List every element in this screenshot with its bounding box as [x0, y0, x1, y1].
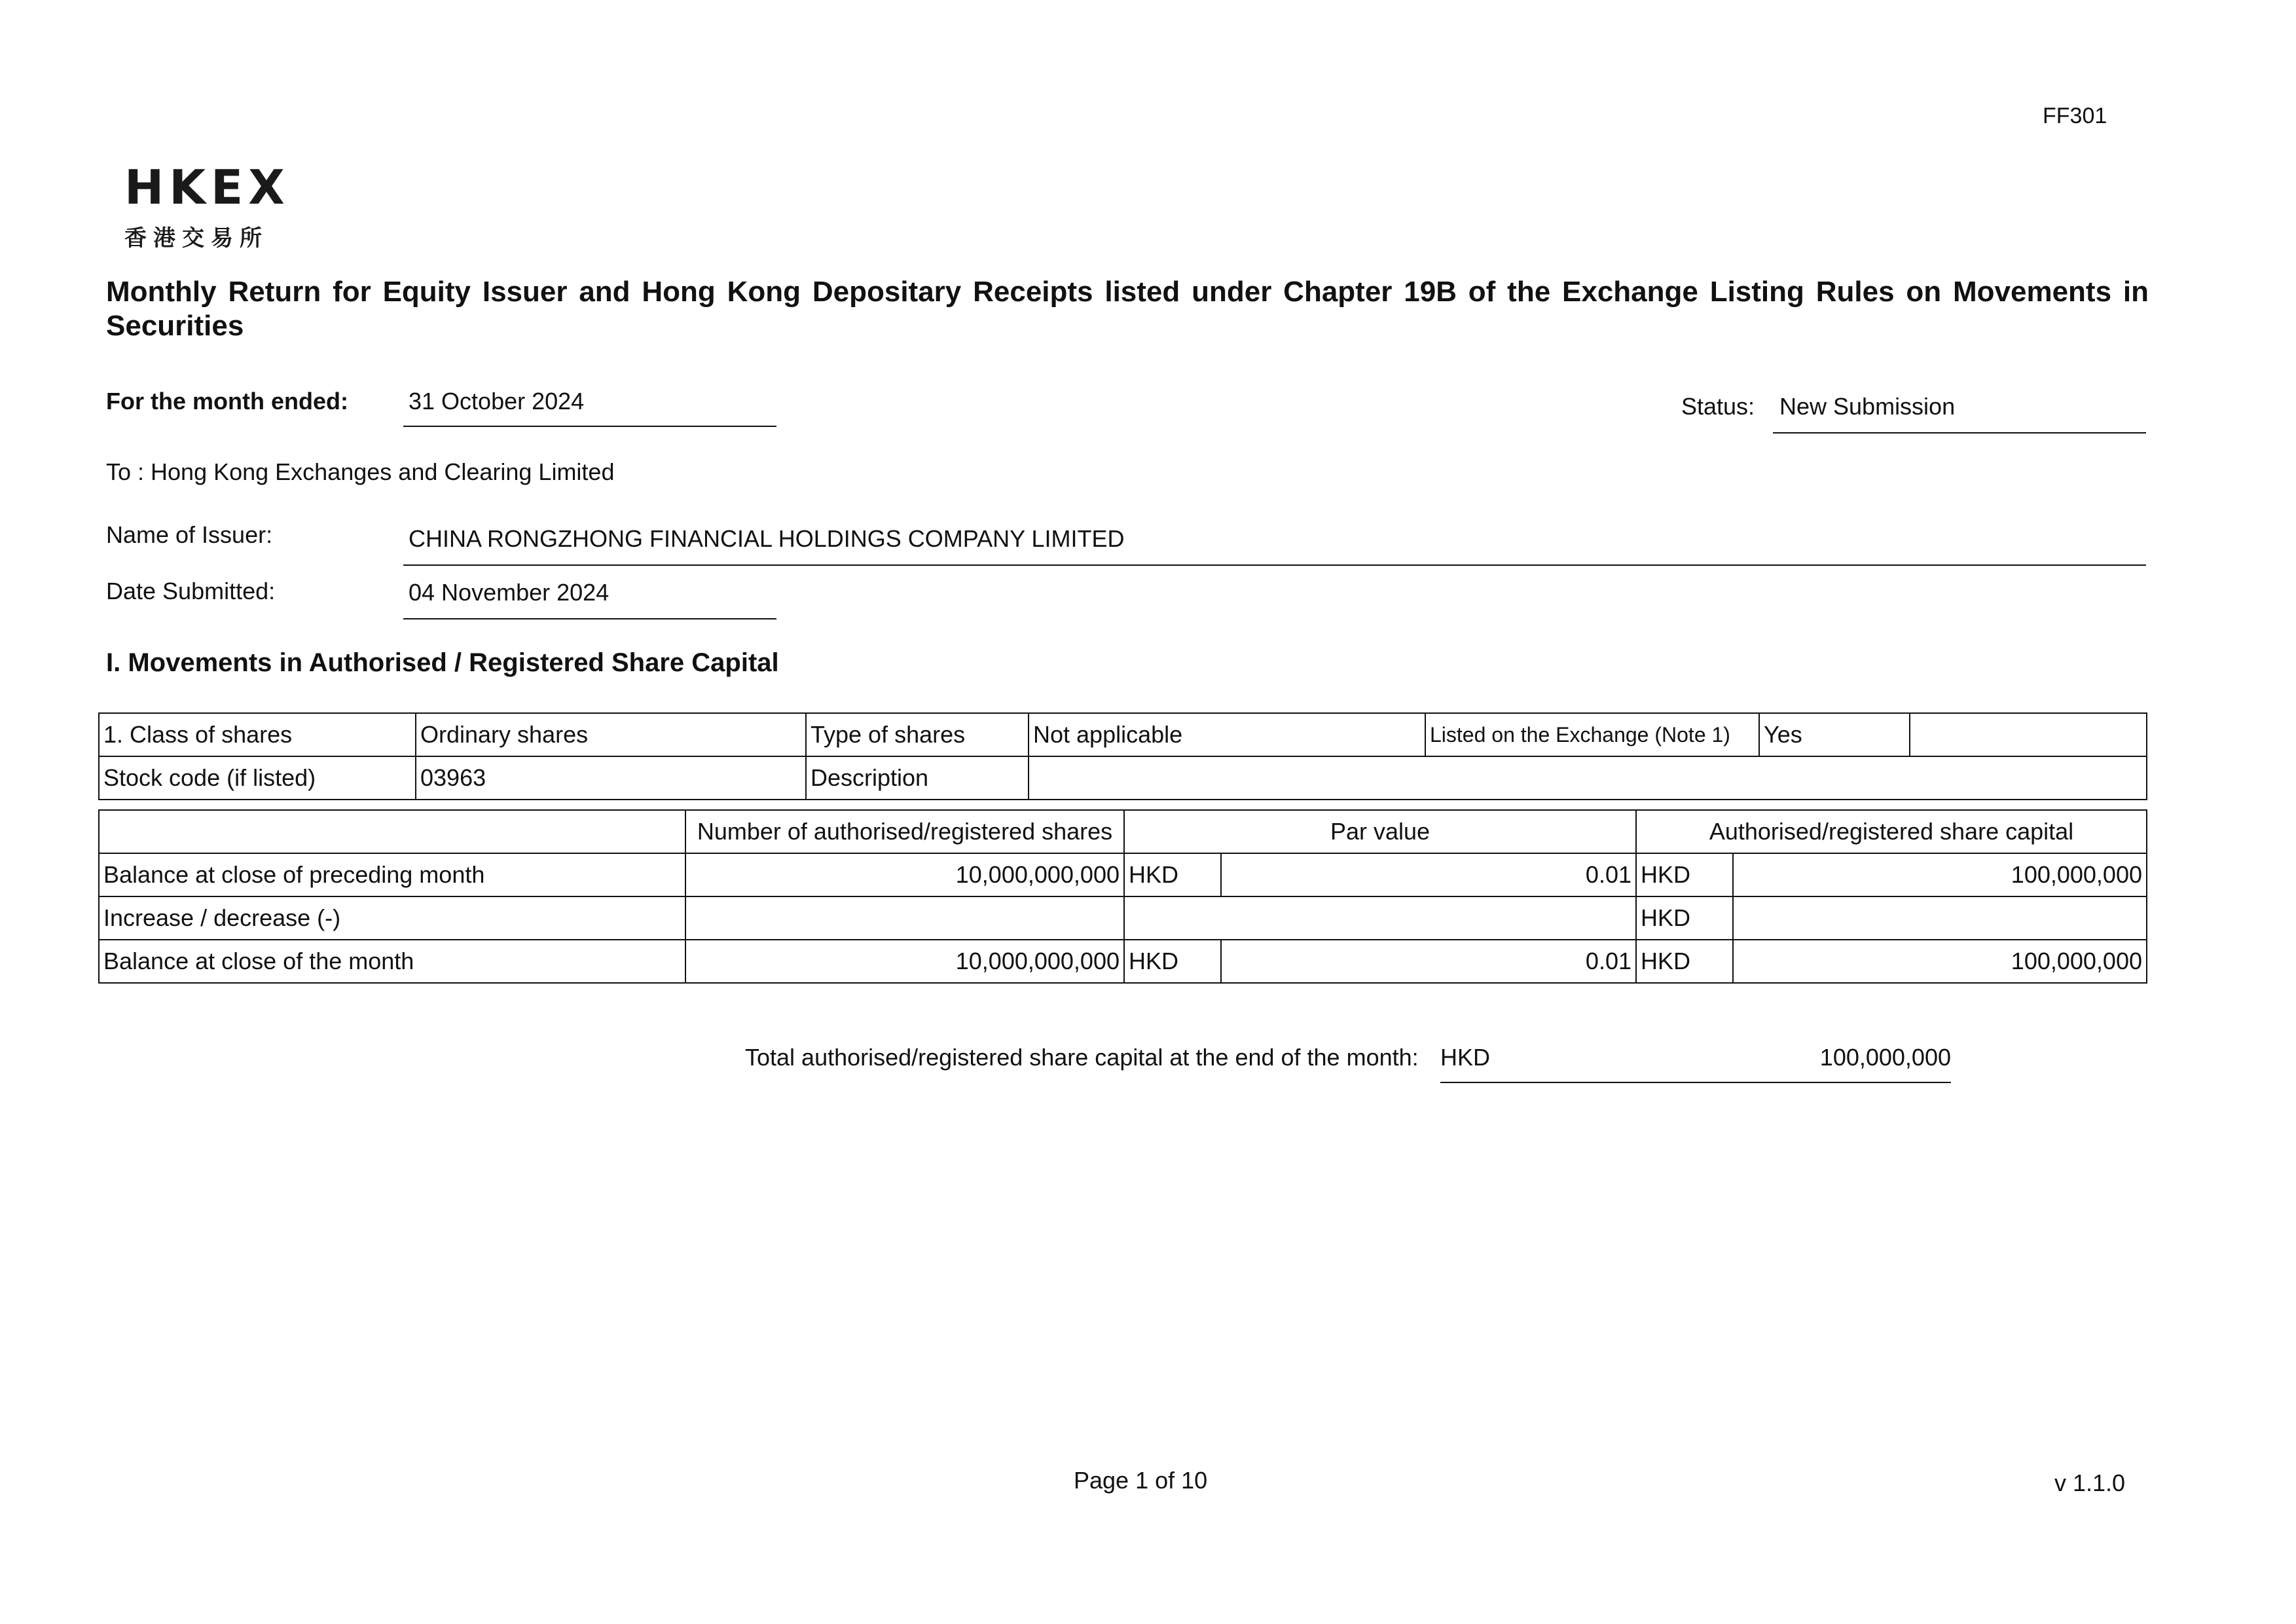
par-value: 0.01 — [1221, 940, 1636, 983]
listed-value: Yes — [1759, 713, 1910, 756]
capital-currency: HKD — [1636, 940, 1733, 983]
hkex-logo — [124, 160, 314, 252]
capital-value: 100,000,000 — [1733, 940, 2147, 983]
empty-header-cell — [99, 810, 685, 853]
month-ended-value: 31 October 2024 — [403, 388, 776, 427]
page-number: Page 1 of 10 — [1074, 1467, 1208, 1494]
shares-value: 10,000,000,000 — [685, 853, 1124, 896]
issuer-label: Name of Issuer: — [106, 521, 273, 548]
shares-value: 10,000,000,000 — [685, 940, 1124, 983]
listed-label: Listed on the Exchange (Note 1) — [1425, 713, 1759, 756]
recipient-line: To : Hong Kong Exchanges and Clearing Limited — [106, 458, 615, 485]
par-value-header: Par value — [1124, 810, 1636, 853]
form-code: FF301 — [2043, 103, 2107, 128]
class-of-shares-label: 1. Class of shares — [99, 713, 416, 756]
share-info-row — [99, 713, 2147, 756]
status-value: New Submission — [1773, 393, 2146, 434]
type-of-shares-value: Not applicable — [1029, 713, 1425, 756]
capital-header: Authorised/registered share capital — [1636, 810, 2147, 853]
table-row — [99, 940, 2147, 983]
type-of-shares-label: Type of shares — [806, 713, 1029, 756]
section-title: I. Movements in Authorised / Registered Share Capital — [106, 648, 779, 677]
empty-cell — [1910, 713, 2147, 756]
par-value: 0.01 — [1221, 853, 1636, 896]
capital-currency: HKD — [1636, 896, 1733, 940]
total-underline — [1440, 1082, 1951, 1083]
row-label: Increase / decrease (-) — [99, 896, 685, 940]
share-info-table — [98, 712, 2147, 800]
description-value — [1029, 756, 2147, 800]
table-row — [99, 896, 2147, 940]
share-info-row — [99, 756, 2147, 800]
version-label: v 1.1.0 — [2054, 1469, 2126, 1496]
stock-code-label: Stock code (if listed) — [99, 756, 416, 800]
row-label: Balance at close of the month — [99, 940, 685, 983]
par-currency: HKD — [1124, 853, 1221, 896]
stock-code-value: 03963 — [416, 756, 806, 800]
logo-text: HKEX — [124, 160, 290, 215]
total-capital-value: 100,000,000 — [1819, 1044, 1951, 1071]
document-title: Monthly Return for Equity Issuer and Hong Kong Depositary Receipts listed under Chapter 19B of the Exchange Listing Rules on Movements in Securities — [106, 276, 2149, 342]
description-label: Description — [806, 756, 1029, 800]
logo-chinese-text: 香港交易所 — [124, 225, 268, 251]
total-capital-label: Total authorised/registered share capital at the end of the month: — [745, 1044, 1419, 1071]
date-submitted-value: 04 November 2024 — [403, 579, 776, 619]
date-submitted-label: Date Submitted: — [106, 578, 276, 604]
issuer-value: CHINA RONGZHONG FINANCIAL HOLDINGS COMPANY LIMITED — [403, 525, 2146, 566]
movements-table — [98, 809, 2147, 984]
movements-header-row — [99, 810, 2147, 853]
par-value — [1124, 896, 1636, 940]
capital-currency: HKD — [1636, 853, 1733, 896]
row-label: Balance at close of preceding month — [99, 853, 685, 896]
class-of-shares-value: Ordinary shares — [416, 713, 806, 756]
status-label: Status: — [1681, 393, 1755, 420]
total-capital-currency: HKD — [1440, 1044, 1491, 1071]
shares-header: Number of authorised/registered shares — [685, 810, 1124, 853]
capital-value: 100,000,000 — [1733, 853, 2147, 896]
month-ended-label: For the month ended: — [106, 388, 348, 415]
capital-value — [1733, 896, 2147, 940]
shares-value — [685, 896, 1124, 940]
par-currency: HKD — [1124, 940, 1221, 983]
table-row — [99, 853, 2147, 896]
